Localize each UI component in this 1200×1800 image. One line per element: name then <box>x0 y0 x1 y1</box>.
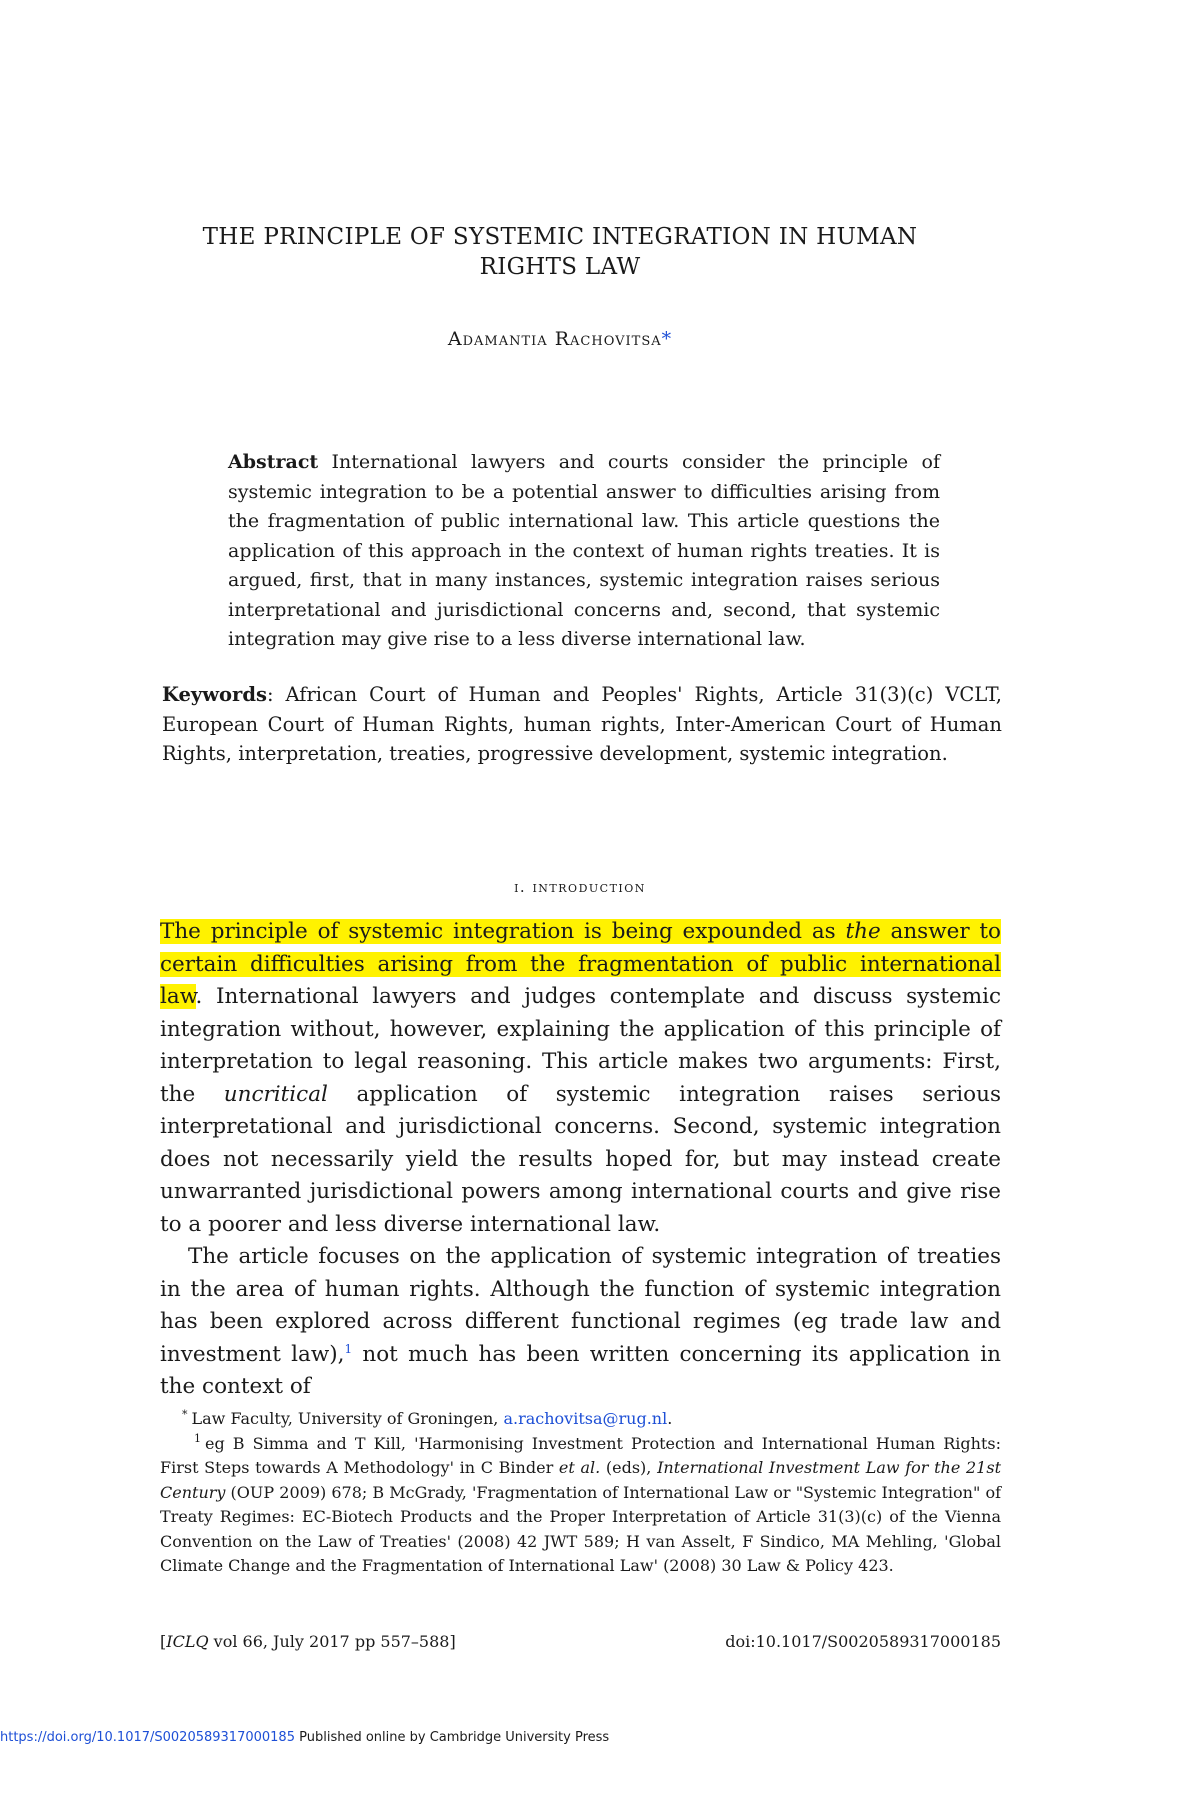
footnote-star-mark: * <box>182 1407 188 1421</box>
footnote-reference-1[interactable]: 1 <box>344 1341 353 1356</box>
paragraph-2 <box>160 1241 1001 1404</box>
paragraph-1-emphasis: uncritical <box>223 1081 328 1107</box>
author-line <box>160 328 960 350</box>
paragraph-1-part-a: . International lawyers and judges contemplate and discuss systemic integration without, however, explaining the application of this principle of interpretation to legal reasoning. This article makes two arguments: First, the <box>160 984 1001 1107</box>
footnote-1-part-b: (eds), <box>600 1458 658 1477</box>
author-name: Adamantia Rachovitsa <box>447 328 662 350</box>
author-footnote-marker[interactable]: * <box>661 328 673 350</box>
paragraph-2-part-b: not much has been written concerning its application in the context of <box>160 1341 1002 1399</box>
highlight-part-a: The principle of systemic integration is being expounded as <box>160 919 846 944</box>
paragraph-1-part-b: application of systemic integration raises serious interpretational and jurisdictional concerns. Second, systemic integration does not necessarily yield the results hoped for, but may instead create unwarranted jurisdictional powers among international courts and give rise to a poorer and less diverse international law. <box>160 1081 1001 1237</box>
journal-name: ICLQ <box>166 1632 209 1651</box>
abstract-label: Abstract <box>228 451 319 473</box>
paragraph-2-part-a: The article focuses on the application of systemic integration of treaties in the area of human rights. Although the function of systemic integration has been explored across different functional regimes (eg trade law and investment law), <box>160 1244 1001 1367</box>
footnote-1-part-c: (OUP 2009) 678; B McGrady, 'Fragmentation of International Law or "Systemic Integration" of Treaty Regimes: EC-Biotech Products and the Proper Interpretation of Article 31(3)(c) of the Vienna Convention on the Law of Treaties' (2008) 42 JWT 589; H van Asselt, F Sindico, MA Mehling, 'Global Climate Change and the Fragmentation of International Law' (2008) 30 Law & Policy 423. <box>160 1482 1001 1575</box>
footnote-1-part-a: eg B Simma and T Kill, 'Harmonising Investment Protection and International Human Rights: First Steps towards A Methodology' in C Binder <box>160 1433 1001 1477</box>
publisher-footer <box>0 1730 609 1745</box>
footnote-1-mark: 1 <box>194 1432 201 1446</box>
highlight-emphasis: the <box>845 919 881 944</box>
published-by: Published online by Cambridge University Press <box>294 1730 610 1745</box>
footnote-star-text: Law Faculty, University of Groningen, <box>191 1409 504 1428</box>
highlight-part-b: answer to certain difficulties arising from the fragmentation of public international law <box>160 919 1002 1009</box>
article-title <box>160 222 960 282</box>
paragraph-1 <box>160 916 1001 1241</box>
section-heading: i. introduction <box>514 878 646 896</box>
journal-citation <box>160 1632 456 1651</box>
body-text <box>160 916 1001 1404</box>
footnotes <box>160 1407 1001 1579</box>
keywords <box>162 680 1002 769</box>
citation-details: vol 66, July 2017 pp 557–588] <box>208 1632 456 1651</box>
footnote-1-emphasis-2: International Investment Law for the 21st Century <box>160 1458 1002 1502</box>
footnote-1 <box>160 1432 1001 1579</box>
footnote-star-end: . <box>667 1409 673 1428</box>
author-email-link[interactable]: a.rachovitsa@rug.nl <box>503 1409 668 1428</box>
article-doi: doi:10.1017/S0020589317000185 <box>725 1632 1001 1651</box>
title-line-1: THE PRINCIPLE OF SYSTEMIC INTEGRATION IN HUMAN <box>202 224 918 250</box>
abstract <box>228 448 940 655</box>
keywords-text: : African Court of Human and Peoples' Rights, Article 31(3)(c) VCLT, European Court of Human Rights, human rights, Inter-American Court of Human Rights, interpretation, treaties, progressive development, systemic integration. <box>162 683 1002 765</box>
title-line-2: RIGHTS LAW <box>479 254 641 280</box>
doi-link[interactable]: https://doi.org/10.1017/S0020589317000185 <box>0 1730 295 1745</box>
keywords-label: Keywords <box>162 683 267 706</box>
citation-open: [ <box>160 1632 167 1651</box>
footnote-1-emphasis-1: et al. <box>558 1458 601 1477</box>
abstract-text: International lawyers and courts consider the principle of systemic integration to be a potential answer to difficulties arising from the fragmentation of public international law. This article questions the application of this approach in the context of human rights treaties. It is argued, first, that in many instances, systemic integration raises serious interpretational and jurisdictional concerns and, second, that systemic integration may give rise to a less diverse international law. <box>228 451 940 650</box>
footnote-star <box>160 1407 1001 1432</box>
